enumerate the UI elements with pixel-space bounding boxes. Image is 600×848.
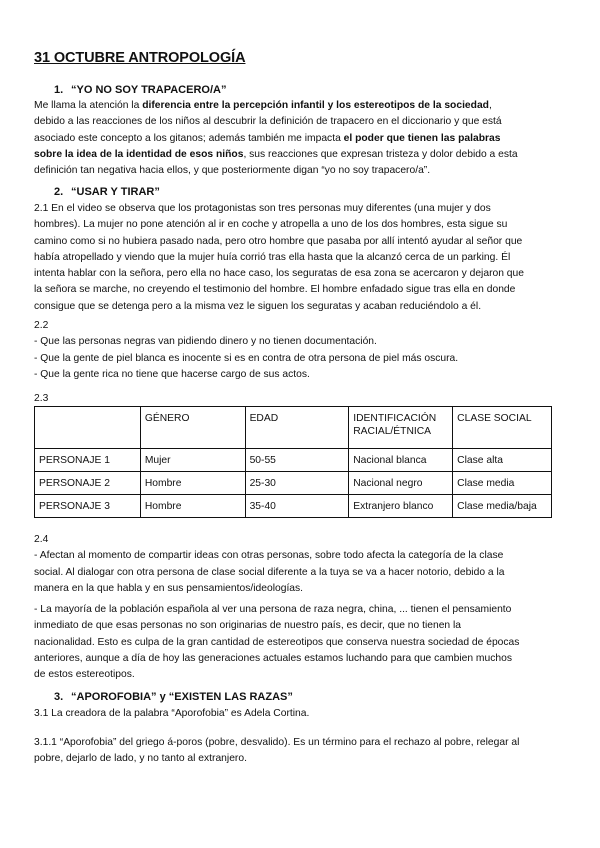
p22-line: 2.2 bbox=[34, 320, 49, 331]
section-1-number: 1. bbox=[54, 84, 64, 96]
section-3-1-1-paragraph bbox=[34, 735, 564, 768]
p24-line: social. Al dialogar con otra persona de clase social diferente a la tuya se va a hacer notorio, debido a la bbox=[34, 566, 505, 578]
p22-line: - Que la gente de piel blanca es inocente si es en contra de otra persona de piel más oscura. bbox=[34, 352, 459, 364]
p21-line: consigue que se detenga pero a la misma vez le siguen los seguratas y acaban reduciéndolo a él. bbox=[34, 300, 482, 312]
table-header-row bbox=[35, 407, 552, 449]
p21-line: la señora se marche, no creyendo el testimonio del hombre. El hombre enfadado sigue tras ella en donde bbox=[34, 284, 516, 296]
table-cell: Mujer bbox=[140, 449, 245, 472]
p22-line: - Que las personas negras van pidiendo dinero y no tienen documentación. bbox=[34, 336, 377, 348]
table-cell: PERSONAJE 2 bbox=[35, 472, 141, 495]
section-2-4-paragraph bbox=[34, 532, 564, 597]
s1-line: debido a las reacciones de los niños al descubrir la definición de trapacero en el diccionario y que está bbox=[34, 116, 502, 128]
table-header-cell: EDAD bbox=[245, 407, 349, 449]
page-title: 31 OCTUBRE ANTROPOLOGÍA bbox=[34, 50, 246, 66]
s1-bold: sobre la idea de la identidad de esos niños bbox=[34, 148, 244, 160]
p24b-line: nacionalidad. Esto es culpa de la gran cantidad de estereotipos que conserva nuestra sociedad de épocas bbox=[34, 636, 520, 648]
p24-line: - Afectan al momento de compartir ideas con otras personas, sobre todo afecta la categoría de la clase bbox=[34, 550, 504, 562]
table-cell: Hombre bbox=[140, 472, 245, 495]
table-cell: 35-40 bbox=[245, 495, 349, 518]
section-3-number: 3. bbox=[54, 691, 64, 703]
table-cell: Nacional negro bbox=[349, 472, 453, 495]
s1-text: Me llama la atención la bbox=[34, 100, 143, 111]
section-3-heading bbox=[54, 691, 293, 703]
table-cell: Extranjero blanco bbox=[349, 495, 453, 518]
table-row bbox=[35, 472, 552, 495]
table-header-cell bbox=[35, 407, 141, 449]
p21-line: intenta hablar con la señora, pero ella no hace caso, los seguratas de esa zona se acercaron y dejaron que bbox=[34, 268, 524, 280]
p311-line: 3.1.1 “Aporofobia” del griego á-poros (pobre, desvalido). Es un término para el rechazo al pobre, relegar al bbox=[34, 737, 520, 748]
s1-text: , bbox=[488, 100, 492, 111]
table-cell: PERSONAJE 3 bbox=[35, 495, 141, 518]
table-cell: 50-55 bbox=[245, 449, 349, 472]
p21-line: hombres). La mujer no pone atención al ir en coche y atropella a uno de los dos hombres, esta sigue su bbox=[34, 219, 508, 231]
s1-bold: diferencia entre la percepción infantil y los estereotipos de la sociedad bbox=[142, 100, 489, 111]
section-2-4b-paragraph bbox=[34, 602, 564, 683]
section-3-1-paragraph bbox=[34, 706, 564, 722]
section-1-heading bbox=[54, 84, 226, 96]
section-2-1-paragraph bbox=[34, 201, 564, 315]
section-2-2-paragraph bbox=[34, 318, 564, 383]
characters-table bbox=[34, 406, 552, 518]
table-cell: PERSONAJE 1 bbox=[35, 449, 141, 472]
p21-line: camino como si no hubiera pasado nada, pero otro hombre que pasaba por allí intentó ayudar al señor que bbox=[34, 235, 523, 247]
s1-text: , sus reacciones que expresan tristeza y dolor debido a esta bbox=[243, 148, 518, 160]
table-cell: Nacional blanca bbox=[349, 449, 453, 472]
p22-line: - Que la gente rica no tiene que hacerse cargo de sus actos. bbox=[34, 368, 310, 380]
table-header-cell: IDENTIFICACIÓN RACIAL/ÉTNICA bbox=[349, 407, 453, 449]
section-2-title: “USAR Y TIRAR” bbox=[71, 186, 160, 198]
table-cell: 25-30 bbox=[245, 472, 349, 495]
table-header-cell: CLASE SOCIAL bbox=[453, 407, 552, 449]
section-2-number: 2. bbox=[54, 186, 64, 198]
s1-line: definición tan negativa hacia ellos, y que posteriormente digan “yo no soy trapacero/a”. bbox=[34, 165, 431, 177]
table-cell: Hombre bbox=[140, 495, 245, 518]
p24-line: manera en la que habla y en sus pensamientos/ideologías. bbox=[34, 582, 304, 594]
p21-line: 2.1 En el video se observa que los protagonistas son tres personas muy diferentes (una mujer y dos bbox=[34, 203, 491, 214]
p311-line: pobre, dejarlo de lado, y no tanto al extranjero. bbox=[34, 753, 247, 765]
p21-line: había atropellado y viendo que la mujer huía corrió tras ella hasta que la alcanzó cerca de un parking. Él bbox=[34, 251, 511, 263]
section-2-heading bbox=[54, 186, 160, 198]
p23-label: 2.3 bbox=[34, 393, 49, 404]
p24b-line: - La mayoría de la población española al ver una persona de raza negra, china, ... tienen el pensamiento bbox=[34, 604, 512, 615]
p31-line: 3.1 La creadora de la palabra “Aporofobia” es Adela Cortina. bbox=[34, 708, 310, 719]
p24b-line: anteriores, aunque a día de hoy las generaciones actuales estamos luchando para que cambien muchos bbox=[34, 652, 512, 664]
p24b-line: inmediato de que esas personas no son originarias de nuestro país, es decir, que no tienen la bbox=[34, 620, 462, 632]
table-header-cell: GÉNERO bbox=[140, 407, 245, 449]
p24b-line: de estos estereotipos. bbox=[34, 669, 135, 681]
section-2-3-label bbox=[34, 391, 564, 407]
section-3-title: “APOROFOBIA” y “EXISTEN LAS RAZAS” bbox=[71, 691, 293, 703]
s1-bold: el poder que tienen las palabras bbox=[343, 132, 501, 144]
table-cell: Clase alta bbox=[453, 449, 552, 472]
section-1-paragraph bbox=[34, 98, 564, 179]
p24-line: 2.4 bbox=[34, 534, 49, 545]
s1-text: asociado este concepto a los gitanos; además también me impacta bbox=[34, 132, 344, 144]
table-row bbox=[35, 495, 552, 518]
table-cell: Clase media/baja bbox=[453, 495, 552, 518]
section-1-title: “YO NO SOY TRAPACERO/A” bbox=[71, 84, 227, 96]
table-row bbox=[35, 449, 552, 472]
table-cell: Clase media bbox=[453, 472, 552, 495]
